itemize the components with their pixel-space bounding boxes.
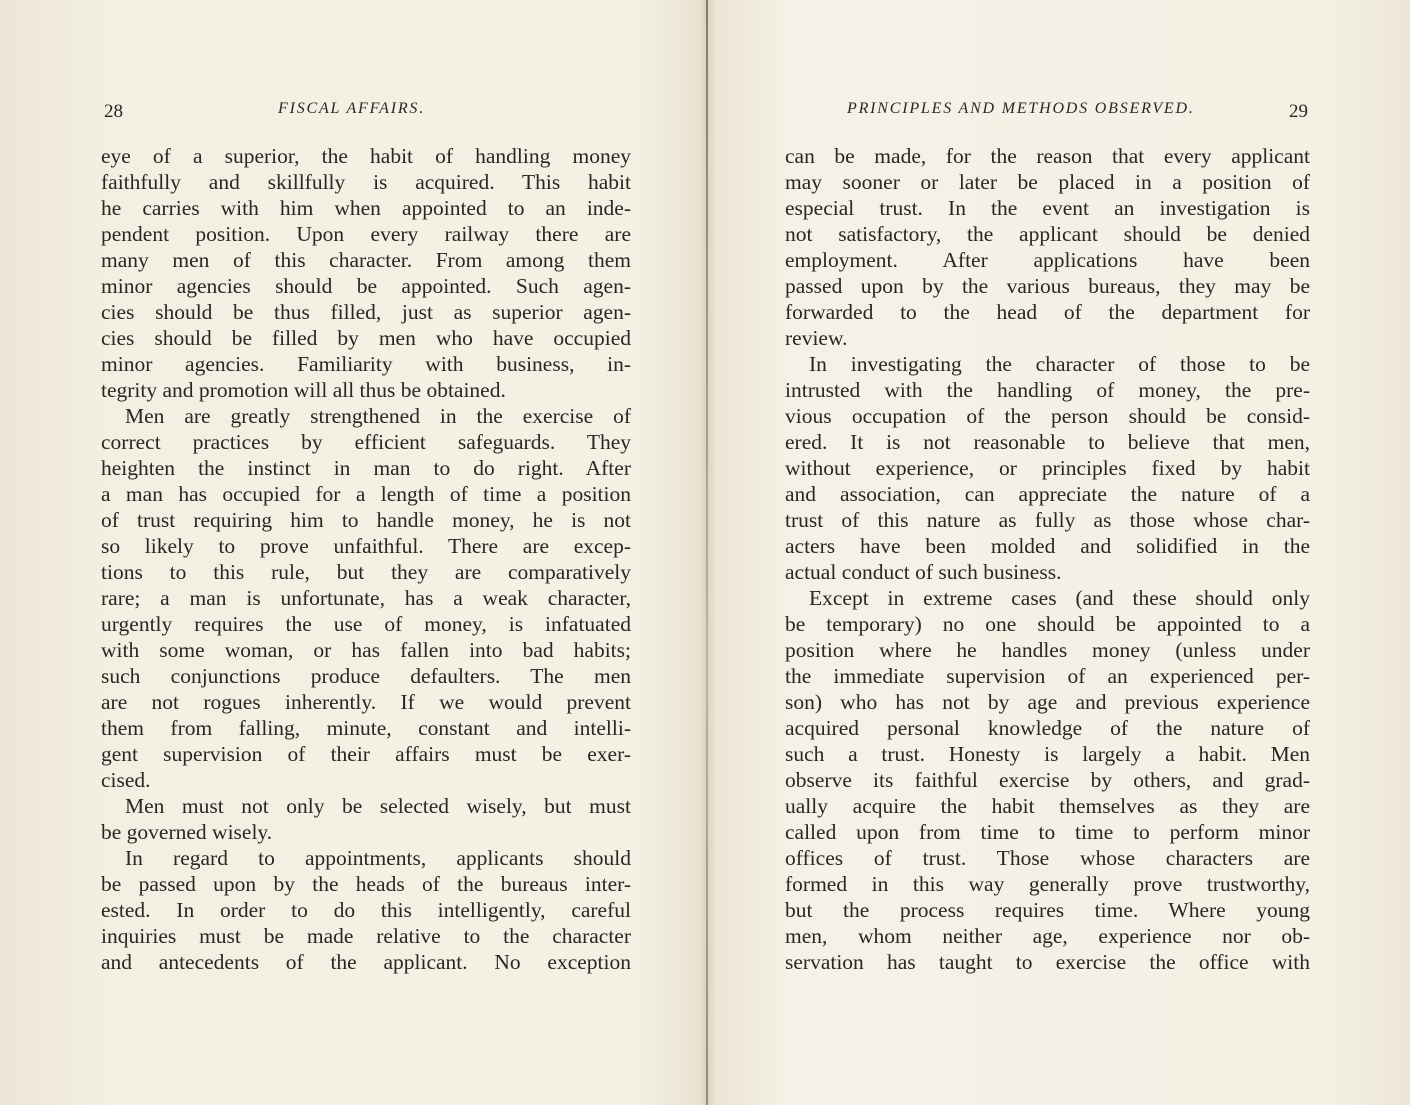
- text-line: formed in this way generally prove trustworthy,: [785, 872, 1310, 896]
- text-line: of trust requiring him to handle money, he is not: [101, 508, 631, 532]
- text-line: and association, can appreciate the nature of a: [785, 482, 1310, 506]
- text-line: faithfully and skillfully is acquired. This habit: [101, 170, 631, 194]
- text-line: eye of a superior, the habit of handling money: [101, 144, 631, 168]
- left-body-text: [101, 143, 631, 975]
- left-page-number: 28: [104, 101, 123, 122]
- text-line: men, whom neither age, experience nor ob-: [785, 924, 1310, 948]
- text-line: employment. After applications have been: [785, 248, 1310, 272]
- text-line: without experience, or principles fixed by habit: [785, 456, 1310, 480]
- text-line: Men are greatly strengthened in the exercise of: [125, 404, 631, 428]
- text-line: review.: [785, 326, 848, 350]
- text-line: be temporary) no one should be appointed to a: [785, 612, 1310, 636]
- text-line: servation has taught to exercise the office with: [785, 950, 1310, 974]
- text-line: minor agencies should be appointed. Such agen-: [101, 274, 631, 298]
- book-gutter: [706, 0, 708, 1105]
- right-body-text: [785, 143, 1310, 975]
- text-line: actual conduct of such business.: [785, 560, 1062, 584]
- text-line: cised.: [101, 768, 151, 792]
- left-running-head-title: FISCAL AFFAIRS.: [278, 100, 425, 117]
- text-line: and antecedents of the applicant. No exception: [101, 950, 631, 974]
- text-line: vious occupation of the person should be consid-: [785, 404, 1310, 428]
- text-line: trust of this nature as fully as those whose char-: [785, 508, 1310, 532]
- text-line: cies should be thus filled, just as superior agen-: [101, 300, 631, 324]
- text-line: offices of trust. Those whose characters are: [785, 846, 1310, 870]
- text-line: be passed upon by the heads of the bureaus inter-: [101, 872, 631, 896]
- text-line: acters have been molded and solidified in the: [785, 534, 1310, 558]
- text-line: In investigating the character of those to be: [809, 352, 1310, 376]
- text-line: acquired personal knowledge of the nature of: [785, 716, 1310, 740]
- text-line: be governed wisely.: [101, 820, 273, 844]
- text-line: the immediate supervision of an experienced per-: [785, 664, 1310, 688]
- text-line: Men must not only be selected wisely, but must: [125, 794, 631, 818]
- text-line: especial trust. In the event an investigation is: [785, 196, 1310, 220]
- text-line: a man has occupied for a length of time a position: [101, 482, 631, 506]
- text-line: may sooner or later be placed in a position of: [785, 170, 1310, 194]
- text-line: forwarded to the head of the department for: [785, 300, 1310, 324]
- text-line: urgently requires the use of money, is infatuated: [101, 612, 631, 636]
- text-line: inquiries must be made relative to the character: [101, 924, 631, 948]
- text-line: can be made, for the reason that every applicant: [785, 144, 1310, 168]
- text-line: position where he handles money (unless under: [785, 638, 1310, 662]
- text-line: ested. In order to do this intelligently, careful: [101, 898, 631, 922]
- text-line: heighten the instinct in man to do right. After: [101, 456, 631, 480]
- text-line: tions to this rule, but they are comparatively: [101, 560, 631, 584]
- text-line: such a trust. Honesty is largely a habit. Men: [785, 742, 1310, 766]
- text-line: tegrity and promotion will all thus be obtained.: [101, 378, 506, 402]
- text-line: pendent position. Upon every railway there are: [101, 222, 631, 246]
- left-running-head: [101, 100, 631, 124]
- text-line: called upon from time to time to perform minor: [785, 820, 1310, 844]
- text-line: not satisfactory, the applicant should be denied: [785, 222, 1310, 246]
- text-line: with some woman, or has fallen into bad habits;: [101, 638, 631, 662]
- text-line: such conjunctions produce defaulters. The men: [101, 664, 631, 688]
- text-line: he carries with him when appointed to an inde-: [101, 196, 631, 220]
- text-line: are not rogues inherently. If we would prevent: [101, 690, 631, 714]
- text-line: In regard to appointments, applicants should: [125, 846, 631, 870]
- text-line: Except in extreme cases (and these should only: [809, 586, 1310, 610]
- text-line: cies should be filled by men who have occupied: [101, 326, 631, 350]
- text-line: intrusted with the handling of money, the pre-: [785, 378, 1310, 402]
- text-line: ually acquire the habit themselves as they are: [785, 794, 1310, 818]
- text-line: gent supervision of their affairs must be exer-: [101, 742, 631, 766]
- text-line: correct practices by efficient safeguards. They: [101, 430, 631, 454]
- right-running-head-title: PRINCIPLES AND METHODS OBSERVED.: [847, 100, 1195, 117]
- text-line: so likely to prove unfaithful. There are excep-: [101, 534, 631, 558]
- text-line: them from falling, minute, constant and intelli-: [101, 716, 631, 740]
- text-line: rare; a man is unfortunate, has a weak character,: [101, 586, 631, 610]
- text-line: many men of this character. From among them: [101, 248, 631, 272]
- text-line: ered. It is not reasonable to believe that men,: [785, 430, 1310, 454]
- right-running-head: [785, 100, 1310, 124]
- text-line: passed upon by the various bureaus, they may be: [785, 274, 1310, 298]
- text-line: but the process requires time. Where young: [785, 898, 1310, 922]
- right-page-number: 29: [1289, 101, 1308, 122]
- text-line: minor agencies. Familiarity with business, in-: [101, 352, 631, 376]
- text-line: observe its faithful exercise by others, and grad-: [785, 768, 1310, 792]
- text-line: son) who has not by age and previous experience: [785, 690, 1310, 714]
